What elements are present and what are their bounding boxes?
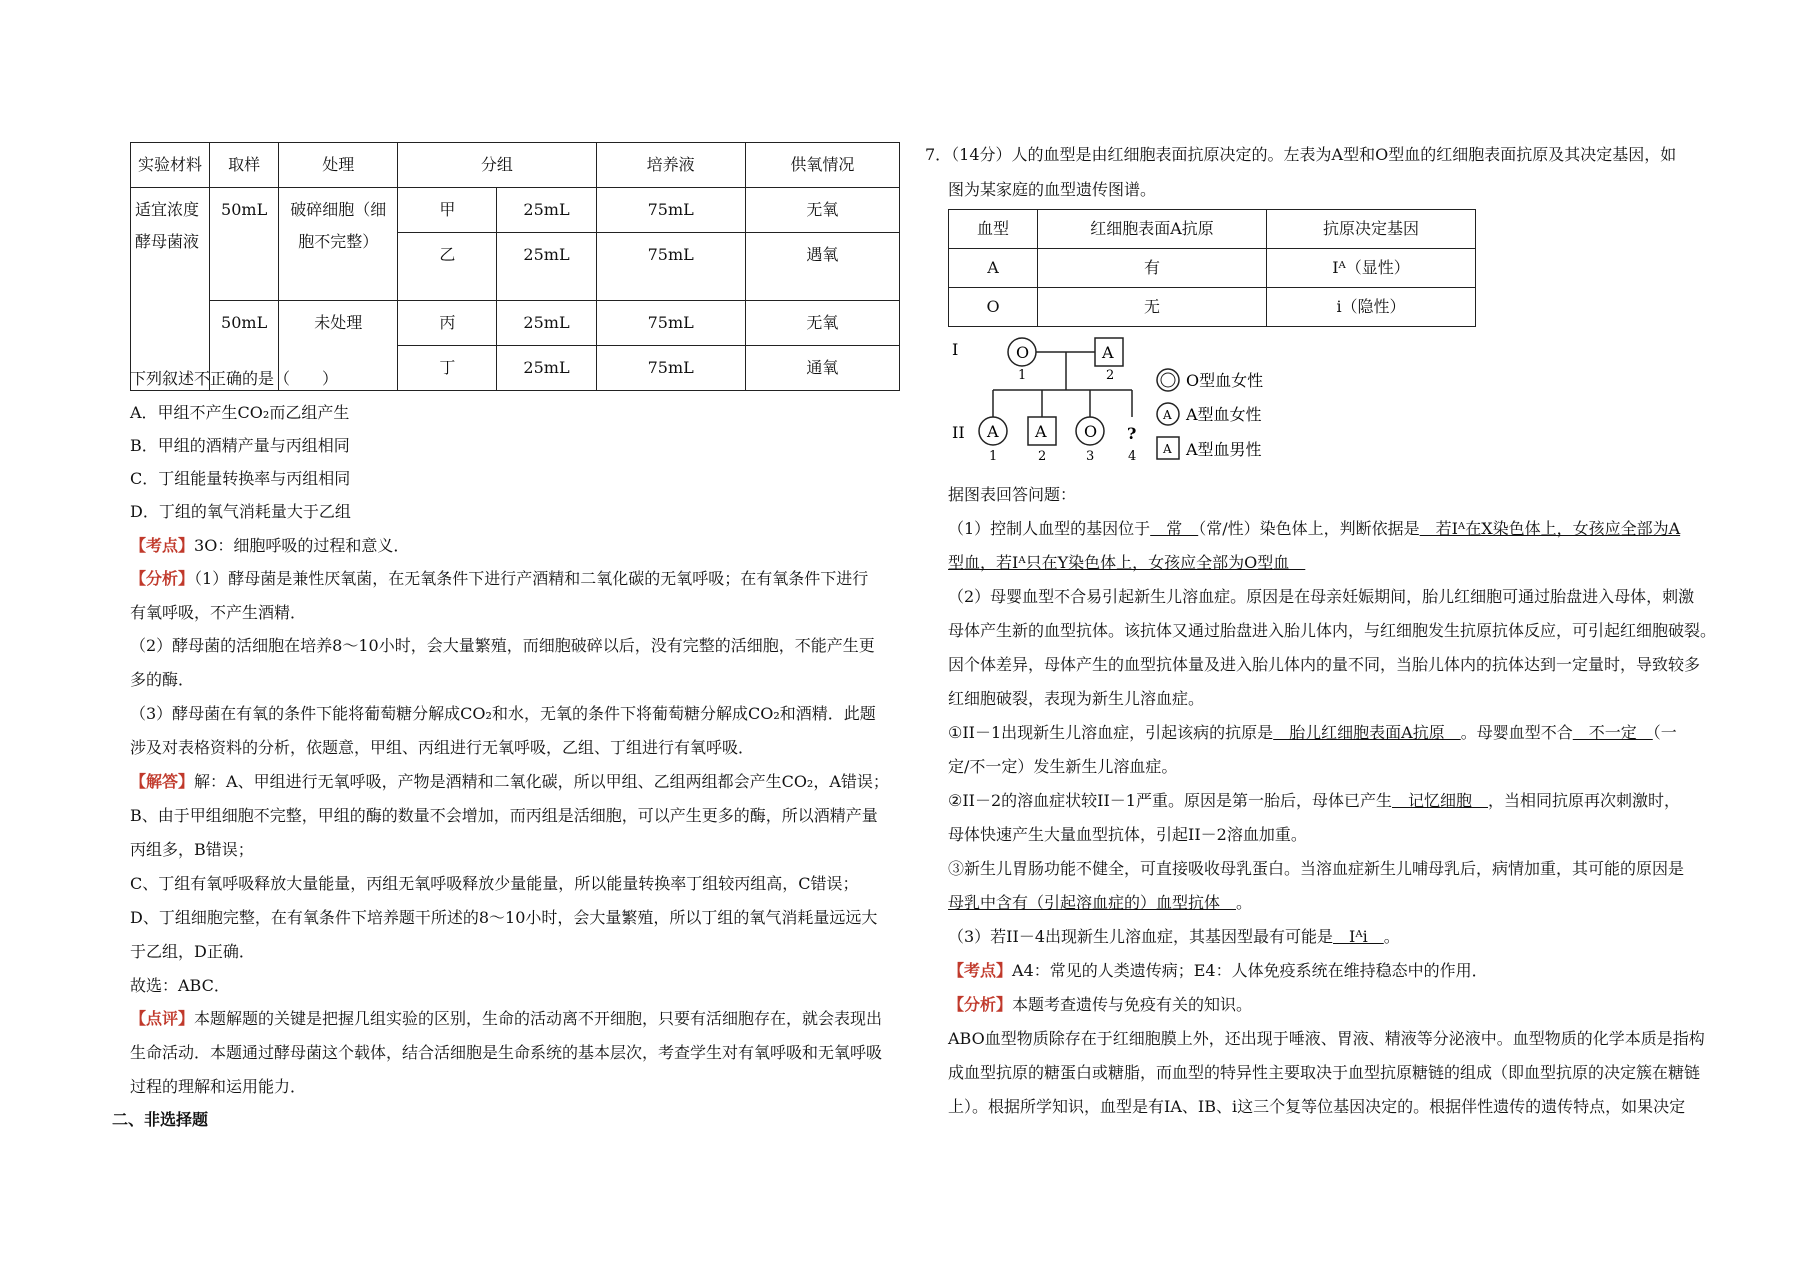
legend-o-female: O型血女性 bbox=[1186, 371, 1264, 390]
p2-line3: 因个体差异，母体产生的血型抗体量及进入胎儿体内的量不同，当胎儿体内的抗体达到一定量时，导致较多 bbox=[948, 655, 1701, 674]
p1-line2: 型血，若Iᴬ只在Y染色体上，女孩应全部为O型血 bbox=[948, 553, 1306, 572]
cell-medium: 75mL bbox=[596, 233, 745, 301]
cell-sample: 50mL bbox=[210, 188, 279, 301]
ped-ii2-num: 2 bbox=[1038, 449, 1047, 464]
p2-line4: 红细胞破裂，表现为新生儿溶血症。 bbox=[948, 689, 1205, 708]
kaodian-right: 【考点】A4：常见的人类遗传病；E4：人体免疫系统在维持稳态中的作用． bbox=[948, 961, 1488, 980]
svg-text:A: A bbox=[1163, 442, 1172, 456]
ped-ii1-type: A bbox=[987, 422, 999, 441]
answer-choice: 故选：ABC． bbox=[130, 976, 230, 995]
cell-type: A bbox=[949, 249, 1038, 288]
cell-antigen: 无 bbox=[1038, 288, 1267, 327]
cell-group: 丁 bbox=[398, 346, 497, 391]
fenxi-1b: 有氧呼吸，不产生酒精． bbox=[130, 603, 307, 622]
cell-vol: 25mL bbox=[497, 301, 596, 346]
c3-line1: ③新生儿胃肠功能不健全，可直接吸收母乳蛋白。当溶血症新生儿哺母乳后，病情加重，其可能的原因是 bbox=[948, 859, 1685, 878]
cell-gene: i（隐性） bbox=[1267, 288, 1476, 327]
th-gene: 抗原决定基因 bbox=[1267, 210, 1476, 249]
cell-vol: 25mL bbox=[497, 346, 596, 391]
jieda-4b: 于乙组，D正确． bbox=[130, 942, 255, 961]
th-antigen: 红细胞表面A抗原 bbox=[1038, 210, 1267, 249]
dianping-2: 生命活动．本题通过酵母菌这个载体，结合活细胞是生命系统的基本层次，考查学生对有氧呼吸和无氧呼吸 bbox=[130, 1043, 883, 1062]
fenxi-2b: 多的酶． bbox=[130, 670, 195, 689]
legend-a-female: A型血女性 bbox=[1186, 405, 1262, 424]
th-bloodtype: 血型 bbox=[949, 210, 1038, 249]
cell-medium: 75mL bbox=[596, 346, 745, 391]
th-group: 分组 bbox=[398, 143, 596, 188]
option-c: C．丁组能量转换率与丙组相同 bbox=[130, 469, 351, 488]
cell-medium: 75mL bbox=[596, 301, 745, 346]
c1-line1: ①II－1出现新生儿溶血症，引起该病的抗原是 胎儿红细胞表面A抗原 。母婴血型不合 不一定 （一 bbox=[948, 723, 1677, 742]
cell-treat: 未处理 bbox=[279, 301, 398, 391]
fenxi-1: 【分析】（1）酵母菌是兼性厌氧菌，在无氧条件下进行产酒精和二氧化碳的无氧呼吸；在有氧条件下进行 bbox=[130, 569, 869, 588]
option-a: A．甲组不产生CO₂而乙组产生 bbox=[130, 403, 350, 422]
th-sample: 取样 bbox=[210, 143, 279, 188]
experiment-table bbox=[130, 142, 900, 391]
cell-oxygen: 遇氧 bbox=[745, 233, 899, 301]
ped-i2-num: 2 bbox=[1106, 368, 1115, 383]
cell-vol: 25mL bbox=[497, 233, 596, 301]
th-medium: 培养液 bbox=[596, 143, 745, 188]
legend-a-male: A型血男性 bbox=[1186, 440, 1262, 459]
svg-text:A: A bbox=[1163, 408, 1172, 422]
ped-ii2-type: A bbox=[1035, 422, 1047, 441]
c2-line1: ②II－2的溶血症状较II－1严重。原因是第一胎后，母体已产生 记忆细胞 ，当相同抗原再次刺激时， bbox=[948, 791, 1681, 810]
c3-line2: 母乳中含有（引起溶血症的）血型抗体 。 bbox=[948, 893, 1253, 912]
c2-line2: 母体快速产生大量血型抗体，引起II－2溶血加重。 bbox=[948, 825, 1307, 844]
question-stem: 下列叙述不正确的是（ ） bbox=[130, 369, 339, 388]
fenxi-2: （2）酵母菌的活细胞在培养8～10小时，会大量繁殖，而细胞破碎以后，没有完整的活细胞，不能产生更 bbox=[130, 636, 875, 655]
p2-line2: 母体产生新的血型抗体。该抗体又通过胎盘进入胎儿体内，与红细胞发生抗原抗体反应，可引起红细胞破裂。 bbox=[948, 621, 1717, 640]
gen-1-label: I bbox=[952, 340, 959, 359]
ped-ii3-type: O bbox=[1084, 422, 1098, 441]
fenxi-3: （3）酵母菌在有氧的条件下能将葡萄糖分解成CO₂和水，无氧的条件下将葡萄糖分解成CO₂和酒精．此题 bbox=[130, 704, 876, 723]
fenxi-3b: 涉及对表格资料的分析，依题意，甲组、丙组进行无氧呼吸，乙组、丁组进行有氧呼吸． bbox=[130, 738, 755, 757]
cell-group: 丙 bbox=[398, 301, 497, 346]
p1-line1: （1）控制人血型的基因位于 常 （常/性）染色体上，判断依据是 若Iᴬ在X染色体上，女孩应全部为A bbox=[948, 519, 1681, 538]
cell-oxygen: 无氧 bbox=[745, 188, 899, 233]
c1-line2: 定/不一定）发生新生儿溶血症。 bbox=[948, 757, 1178, 776]
option-d: D．丁组的氧气消耗量大于乙组 bbox=[130, 502, 351, 521]
cell-oxygen: 通氧 bbox=[745, 346, 899, 391]
abo-line3: 上）。根据所学知识，血型是有IA、IB、i这三个复等位基因决定的。根据伴性遗传的遗传特点，如果决定 bbox=[948, 1097, 1686, 1116]
cell-gene: Iᴬ（显性） bbox=[1267, 249, 1476, 288]
cell-type: O bbox=[949, 288, 1038, 327]
jieda-3: C、丁组有氧呼吸释放大量能量，丙组无氧呼吸释放少量能量，所以能量转换率丁组较丙组高，C错误； bbox=[130, 874, 859, 893]
cell-treat: 破碎细胞（细胞不完整） bbox=[279, 188, 398, 301]
abo-line2: 成血型抗原的糖蛋白或糖脂，而血型的特异性主要取决于血型抗原糖链的组成（即血型抗原的决定簇在糖链 bbox=[948, 1063, 1701, 1082]
jieda-2: B、由于甲组细胞不完整，甲组的酶的数量不会增加，而丙组是活细胞，可以产生更多的酶，所以酒精产量 bbox=[130, 806, 878, 825]
q7-stem: 7．（14分）人的血型是由红细胞表面抗原决定的。左表为A型和O型血的红细胞表面抗原及其决定基因，如 bbox=[925, 145, 1677, 164]
section-heading: 二、非选择题 bbox=[112, 1110, 209, 1129]
ped-i1-num: 1 bbox=[1018, 368, 1027, 383]
dianping-3: 过程的理解和运用能力． bbox=[130, 1077, 307, 1096]
th-oxygen: 供氧情况 bbox=[745, 143, 899, 188]
fenxi-right: 【分析】本题考查遗传与免疫有关的知识。 bbox=[948, 995, 1253, 1014]
ped-ii4-num: 4 bbox=[1128, 449, 1137, 464]
blood-type-table bbox=[948, 209, 1476, 327]
cell-medium: 75mL bbox=[596, 188, 745, 233]
ped-ii4-unknown: ? bbox=[1127, 424, 1137, 443]
p2-line1: （2）母婴血型不合易引起新生儿溶血症。原因是在母亲妊娠期间，胎儿红细胞可通过胎盘进入母体，刺激 bbox=[948, 587, 1695, 606]
pedigree-chart bbox=[950, 333, 1310, 468]
cell-group: 甲 bbox=[398, 188, 497, 233]
legend-o-female-icon bbox=[1157, 369, 1179, 391]
lead-text: 据图表回答问题： bbox=[948, 485, 1077, 504]
abo-line1: ABO血型物质除存在于红细胞膜上外，还出现于唾液、胃液、精液等分泌液中。血型物质的化学本质是指构 bbox=[948, 1029, 1705, 1048]
option-b: B．甲组的酒精产量与丙组相同 bbox=[130, 436, 350, 455]
jieda-2b: 丙组多，B错误； bbox=[130, 840, 254, 859]
p3-line: （3）若II－4出现新生儿溶血症，其基因型最有可能是 Iᴬi 。 bbox=[948, 927, 1400, 946]
th-material: 实验材料 bbox=[131, 143, 210, 188]
jieda-4: D、丁组细胞完整，在有氧条件下培养题干所述的8～10小时，会大量繁殖，所以丁组的氧气消耗量远远大 bbox=[130, 908, 878, 927]
ped-i1-type: O bbox=[1016, 343, 1030, 362]
cell-sample: 50mL bbox=[210, 301, 279, 391]
cell-group: 乙 bbox=[398, 233, 497, 301]
cell-vol: 25mL bbox=[497, 188, 596, 233]
q7-stem-2: 图为某家庭的血型遗传图谱。 bbox=[948, 180, 1157, 199]
jieda-1: 【解答】解：A、甲组进行无氧呼吸，产物是酒精和二氧化碳，所以甲组、乙组两组都会产生CO₂，A错误； bbox=[130, 772, 889, 791]
cell-antigen: 有 bbox=[1038, 249, 1267, 288]
ped-ii1-num: 1 bbox=[989, 449, 998, 464]
ped-ii3-num: 3 bbox=[1086, 449, 1095, 464]
th-treat: 处理 bbox=[279, 143, 398, 188]
ped-i2-type: A bbox=[1102, 343, 1114, 362]
cell-oxygen: 无氧 bbox=[745, 301, 899, 346]
cell-material: 适宜浓度酵母菌液 bbox=[131, 188, 210, 391]
gen-2-label: II bbox=[952, 423, 965, 442]
dianping-1: 【点评】本题解题的关键是把握几组实验的区别，生命的活动离不开细胞，只要有活细胞存在，就会表现出 bbox=[130, 1009, 883, 1028]
kaodian: 【考点】3O：细胞呼吸的过程和意义． bbox=[130, 536, 410, 555]
